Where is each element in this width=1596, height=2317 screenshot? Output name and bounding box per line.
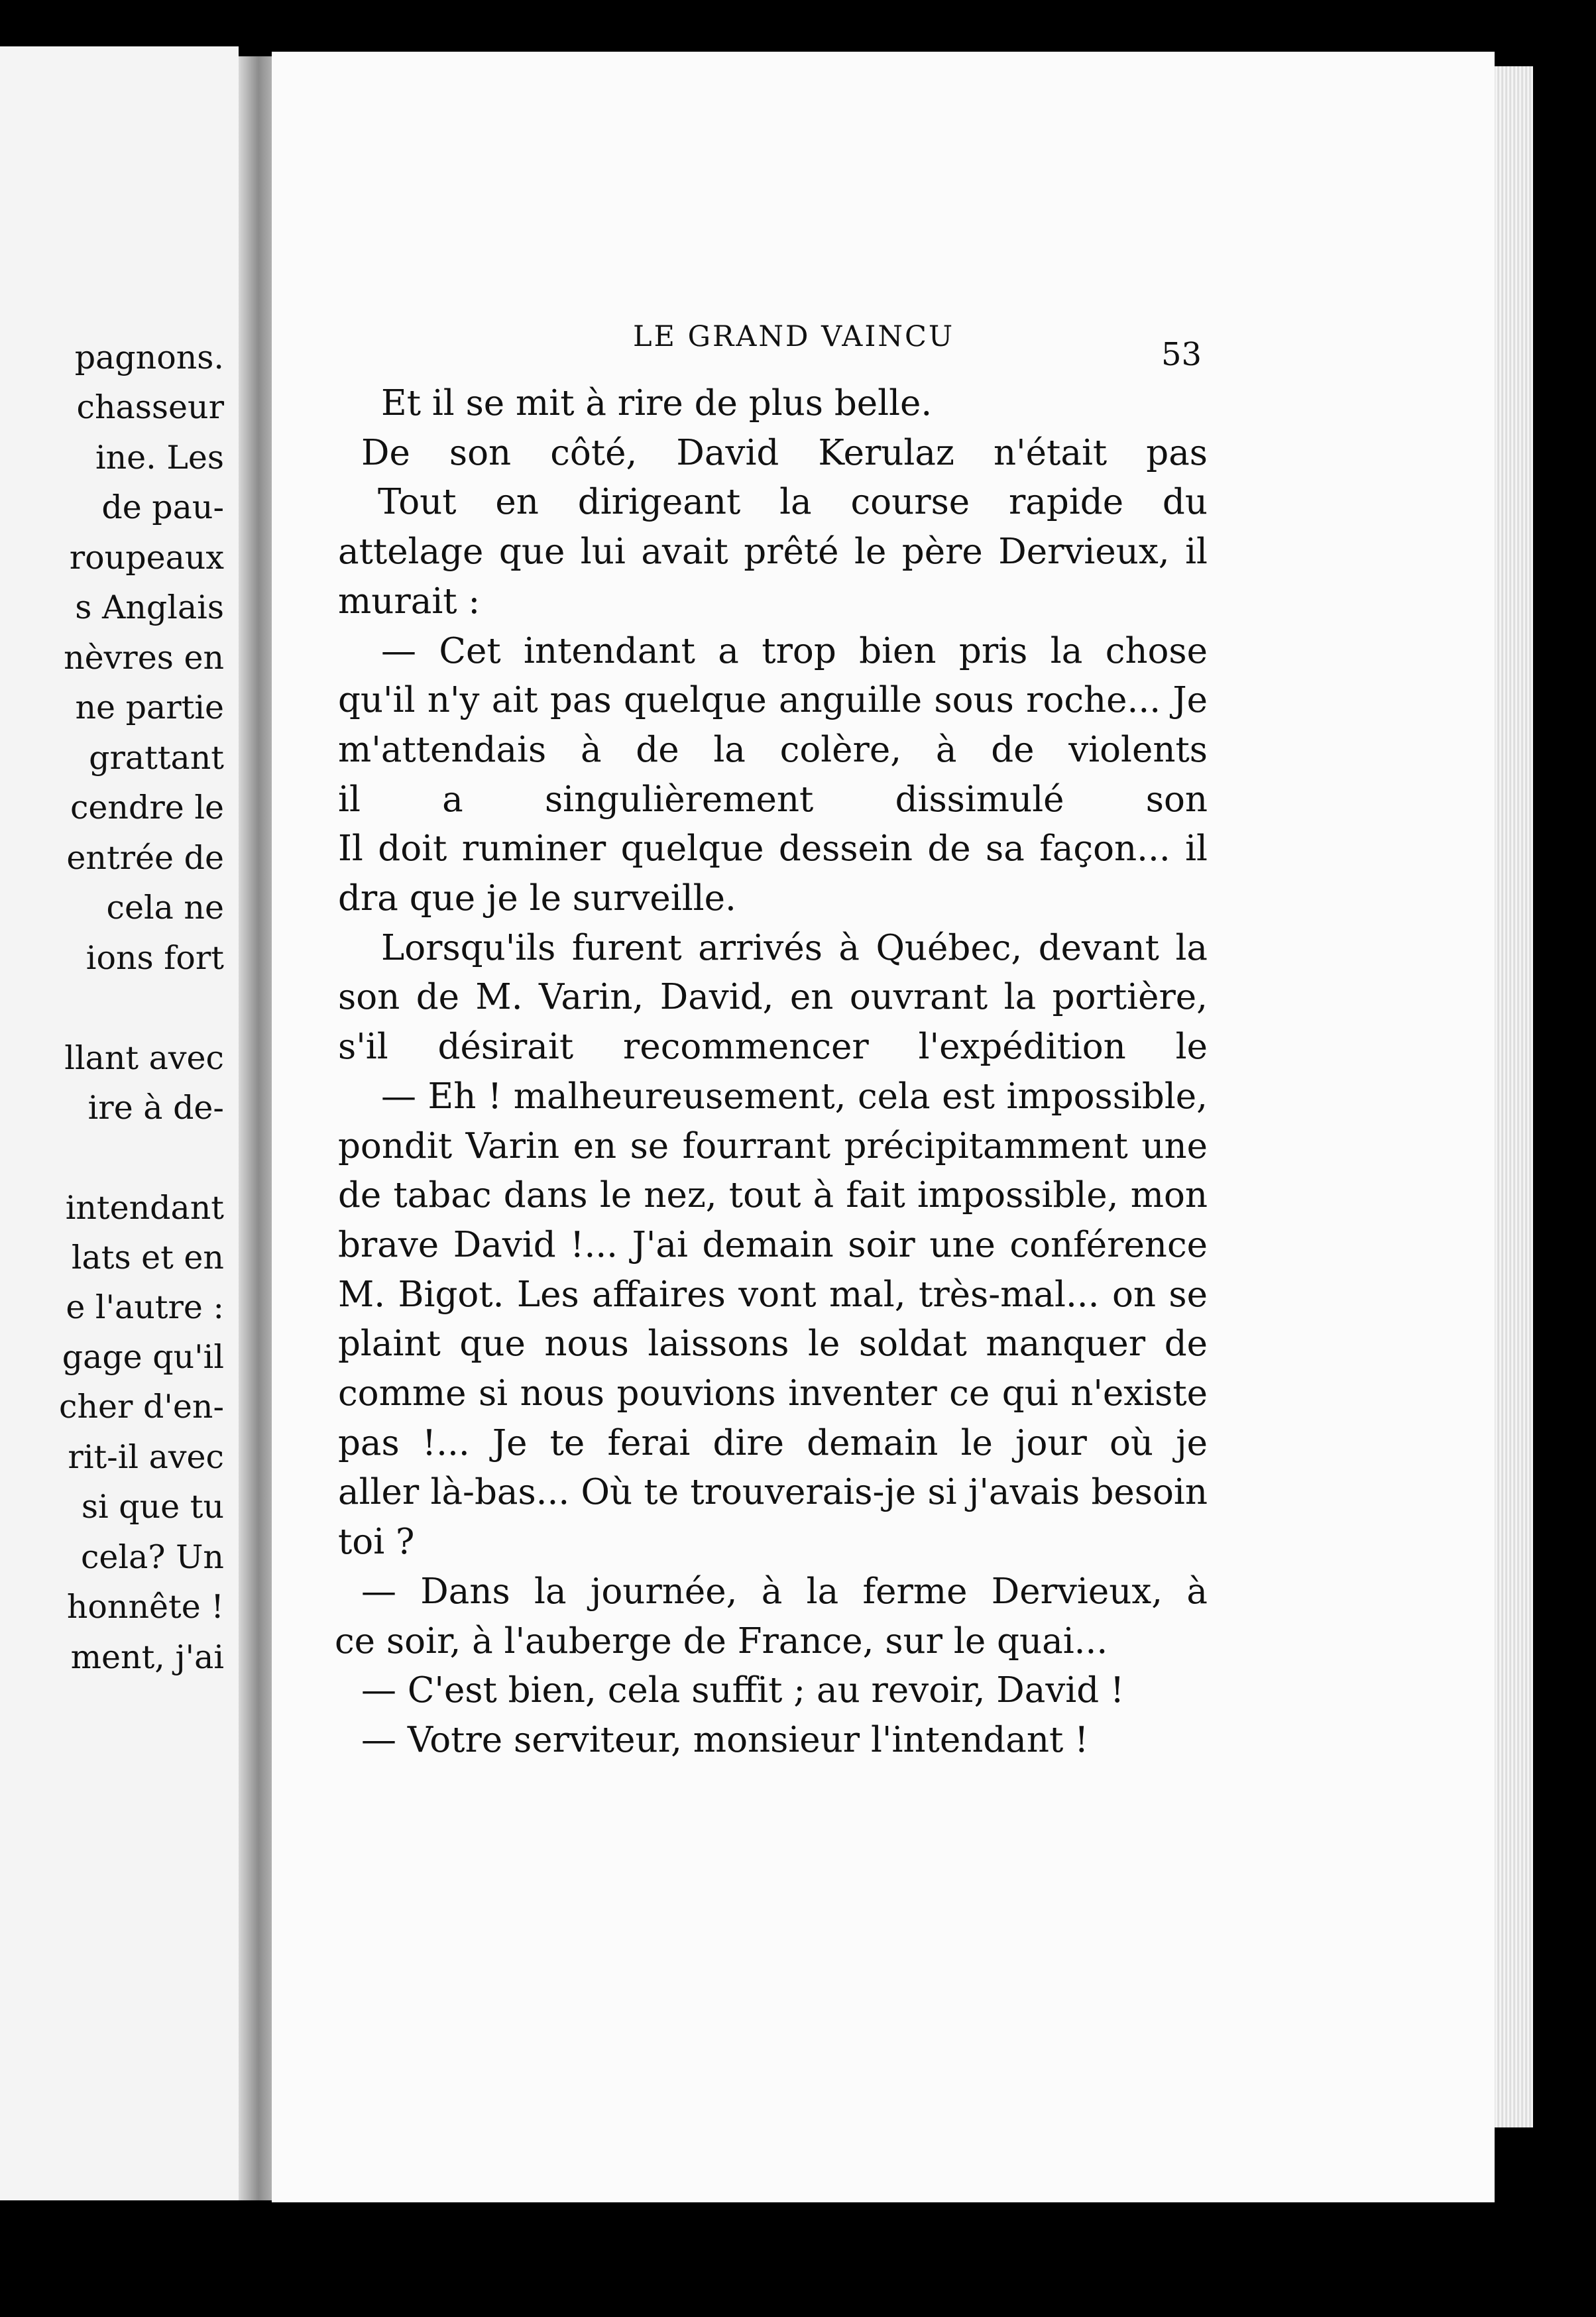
text-line: pondit Varin en se fourrant précipitamment une (338, 1125, 1208, 1166)
text-line: toi ? (338, 1522, 415, 1563)
text-line: Et il se mit à rire de plus belle. (381, 383, 933, 424)
text-line: — C'est bien, cela suffit ; au revoir, David ! (361, 1670, 1125, 1711)
left-page-line: s Anglais (75, 589, 224, 626)
text-line: s'il désirait recommencer l'expédition le (338, 1027, 1208, 1068)
left-page-line: grattant (89, 739, 224, 777)
left-page-line: si que tu (81, 1488, 224, 1526)
left-page-line: cela? Un (80, 1538, 224, 1576)
text-line: De son côté, David Kerulaz n'était pas (361, 432, 1208, 473)
text-line: m'attendais à de la colère, à de violents (338, 729, 1208, 770)
left-page-line: ment, j'ai (70, 1638, 224, 1676)
left-page-line: e l'autre : (66, 1288, 224, 1326)
text-line: Il doit ruminer quelque dessein de sa façon... il (338, 828, 1208, 870)
text-line: attelage que lui avait prêté le père Dervieux, il (338, 532, 1208, 573)
book-gutter (239, 56, 272, 2200)
text-line: — Cet intendant a trop bien pris la chose (381, 630, 1208, 671)
left-page-line: chasseur (76, 388, 224, 426)
text-line: qu'il n'y ait pas quelque anguille sous roche... Je (338, 680, 1208, 721)
text-line: murait : (338, 581, 481, 622)
page-edges (1495, 66, 1533, 2127)
page-number: 53 (1161, 336, 1202, 373)
text-line: dra que je le surveille. (338, 878, 736, 919)
text-line: Lorsqu'ils furent arrivés à Québec, devant la (381, 927, 1208, 968)
left-page-line: entrée de (66, 839, 224, 877)
left-page-line: nèvres en (64, 639, 224, 677)
left-page-line: lats et en (71, 1239, 224, 1276)
text-line: pas !... Je te ferai dire demain le jour où je (338, 1422, 1208, 1463)
left-page-line: ions fort (86, 939, 224, 977)
text-line: il a singulièrement dissimulé son (338, 779, 1208, 820)
text-line: — Votre serviteur, monsieur l'intendant ! (361, 1719, 1089, 1760)
text-line: son de M. Varin, David, en ouvrant la portière, (338, 977, 1208, 1018)
text-line: — Dans la journée, à la ferme Dervieux, à (361, 1571, 1208, 1612)
left-page-line: cela ne (106, 889, 224, 927)
text-line: de tabac dans le nez, tout à fait impossible, mon (338, 1175, 1208, 1216)
left-page-line: cher d'en- (59, 1388, 224, 1426)
left-page-line: honnête ! (66, 1588, 224, 1626)
text-line: brave David !... J'ai demain soir une conférence (338, 1224, 1208, 1265)
running-header: LE GRAND VAINCU (633, 320, 955, 353)
left-page-line: llant avec (64, 1039, 224, 1077)
left-page-line: rit-il avec (68, 1438, 224, 1476)
left-page-line: roupeaux (69, 539, 224, 577)
text-line: — Eh ! malheureusement, cela est impossible, (381, 1076, 1208, 1117)
left-page (0, 46, 239, 2200)
left-page-line: ine. Les (95, 439, 224, 477)
left-page-line: gage qu'il (62, 1338, 224, 1376)
text-line: Tout en dirigeant la course rapide du (378, 482, 1208, 523)
text-line: comme si nous pouvions inventer ce qui n'existe (338, 1373, 1208, 1414)
text-line: aller là-bas... Où te trouverais-je si j'avais besoin (338, 1472, 1208, 1513)
text-line: plaint que nous laissons le soldat manquer de (338, 1324, 1208, 1365)
text-line: M. Bigot. Les affaires vont mal, très-mal... on se (338, 1274, 1208, 1315)
left-page-line: pagnons. (74, 339, 224, 376)
left-page-line: cendre le (70, 789, 224, 826)
left-page-line: de pau- (101, 488, 224, 526)
left-page-line: ne partie (75, 689, 224, 726)
left-page-line: ire à de- (87, 1089, 224, 1127)
left-page-line: intendant (65, 1189, 224, 1227)
text-line: ce soir, à l'auberge de France, sur le quai... (335, 1620, 1108, 1662)
